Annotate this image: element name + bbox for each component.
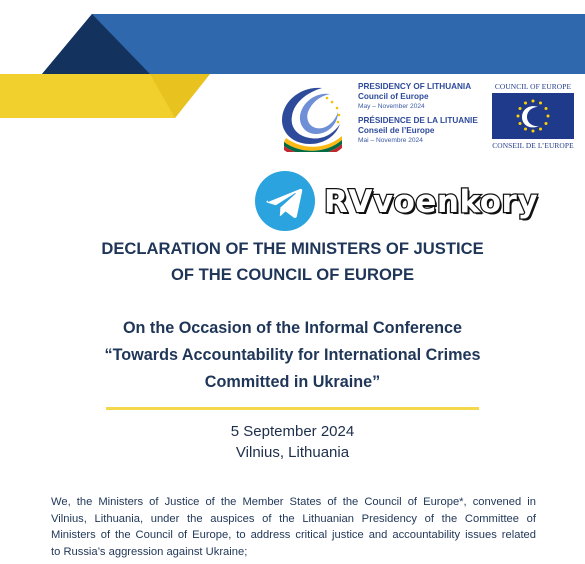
body-line-4: to Russia’s aggression against Ukraine; bbox=[51, 545, 248, 558]
presidency-line-2: Council of Europe bbox=[358, 92, 429, 101]
body-line-3: Ministers of the Council of Europe, to address critical justice and accountability issues related bbox=[51, 529, 536, 541]
presidency-line-5: Conseil de l’Europe bbox=[358, 126, 435, 135]
presidency-lithuania-block bbox=[272, 80, 477, 152]
presidency-text bbox=[358, 82, 483, 145]
council-of-europe-flag-icon bbox=[492, 93, 574, 139]
declaration-body bbox=[51, 494, 536, 560]
presidency-line-3: May – November 2024 bbox=[358, 103, 425, 110]
conference-subtitle-line-2: “Towards Accountability for International Crimes bbox=[104, 346, 481, 364]
presidency-line-4: PRÉSIDENCE DE LA LITUANIE bbox=[358, 116, 478, 125]
coe-title-en: COUNCIL OF EUROPE bbox=[494, 82, 572, 91]
coe-title-fr: CONSEIL DE L’EUROPE bbox=[492, 141, 574, 150]
declaration-title-line-2: OF THE COUNCIL OF EUROPE bbox=[170, 265, 415, 284]
body-line-1: We, the Ministers of Justice of the Member States of the Council of Europe*, convened in bbox=[51, 496, 536, 508]
body-line-2: Vilnius, Lithuania, under the auspices of the Lithuanian Presidency of the Committee of bbox=[51, 512, 536, 525]
council-of-europe-logo bbox=[488, 82, 578, 152]
declaration-title-line-1: DECLARATION OF THE MINISTERS OF JUSTICE bbox=[101, 239, 484, 258]
telegram-icon bbox=[254, 170, 316, 232]
watermark-text: RVvoenkory bbox=[324, 184, 539, 220]
presidency-line-6: Mai – Novembre 2024 bbox=[358, 137, 423, 144]
declaration-date: 5 September 2024 bbox=[230, 423, 355, 440]
declaration-place: Vilnius, Lithuania bbox=[235, 444, 350, 461]
conference-subtitle-line-1: On the Occasion of the Informal Conference bbox=[122, 319, 463, 337]
conference-subtitle-line-3: Committed in Ukraine” bbox=[204, 373, 381, 391]
telegram-watermark bbox=[254, 170, 554, 234]
presidency-swirl-logo-icon bbox=[272, 80, 346, 152]
yellow-divider bbox=[106, 407, 479, 410]
presidency-line-1: PRESIDENCY OF LITHUANIA bbox=[358, 82, 472, 91]
